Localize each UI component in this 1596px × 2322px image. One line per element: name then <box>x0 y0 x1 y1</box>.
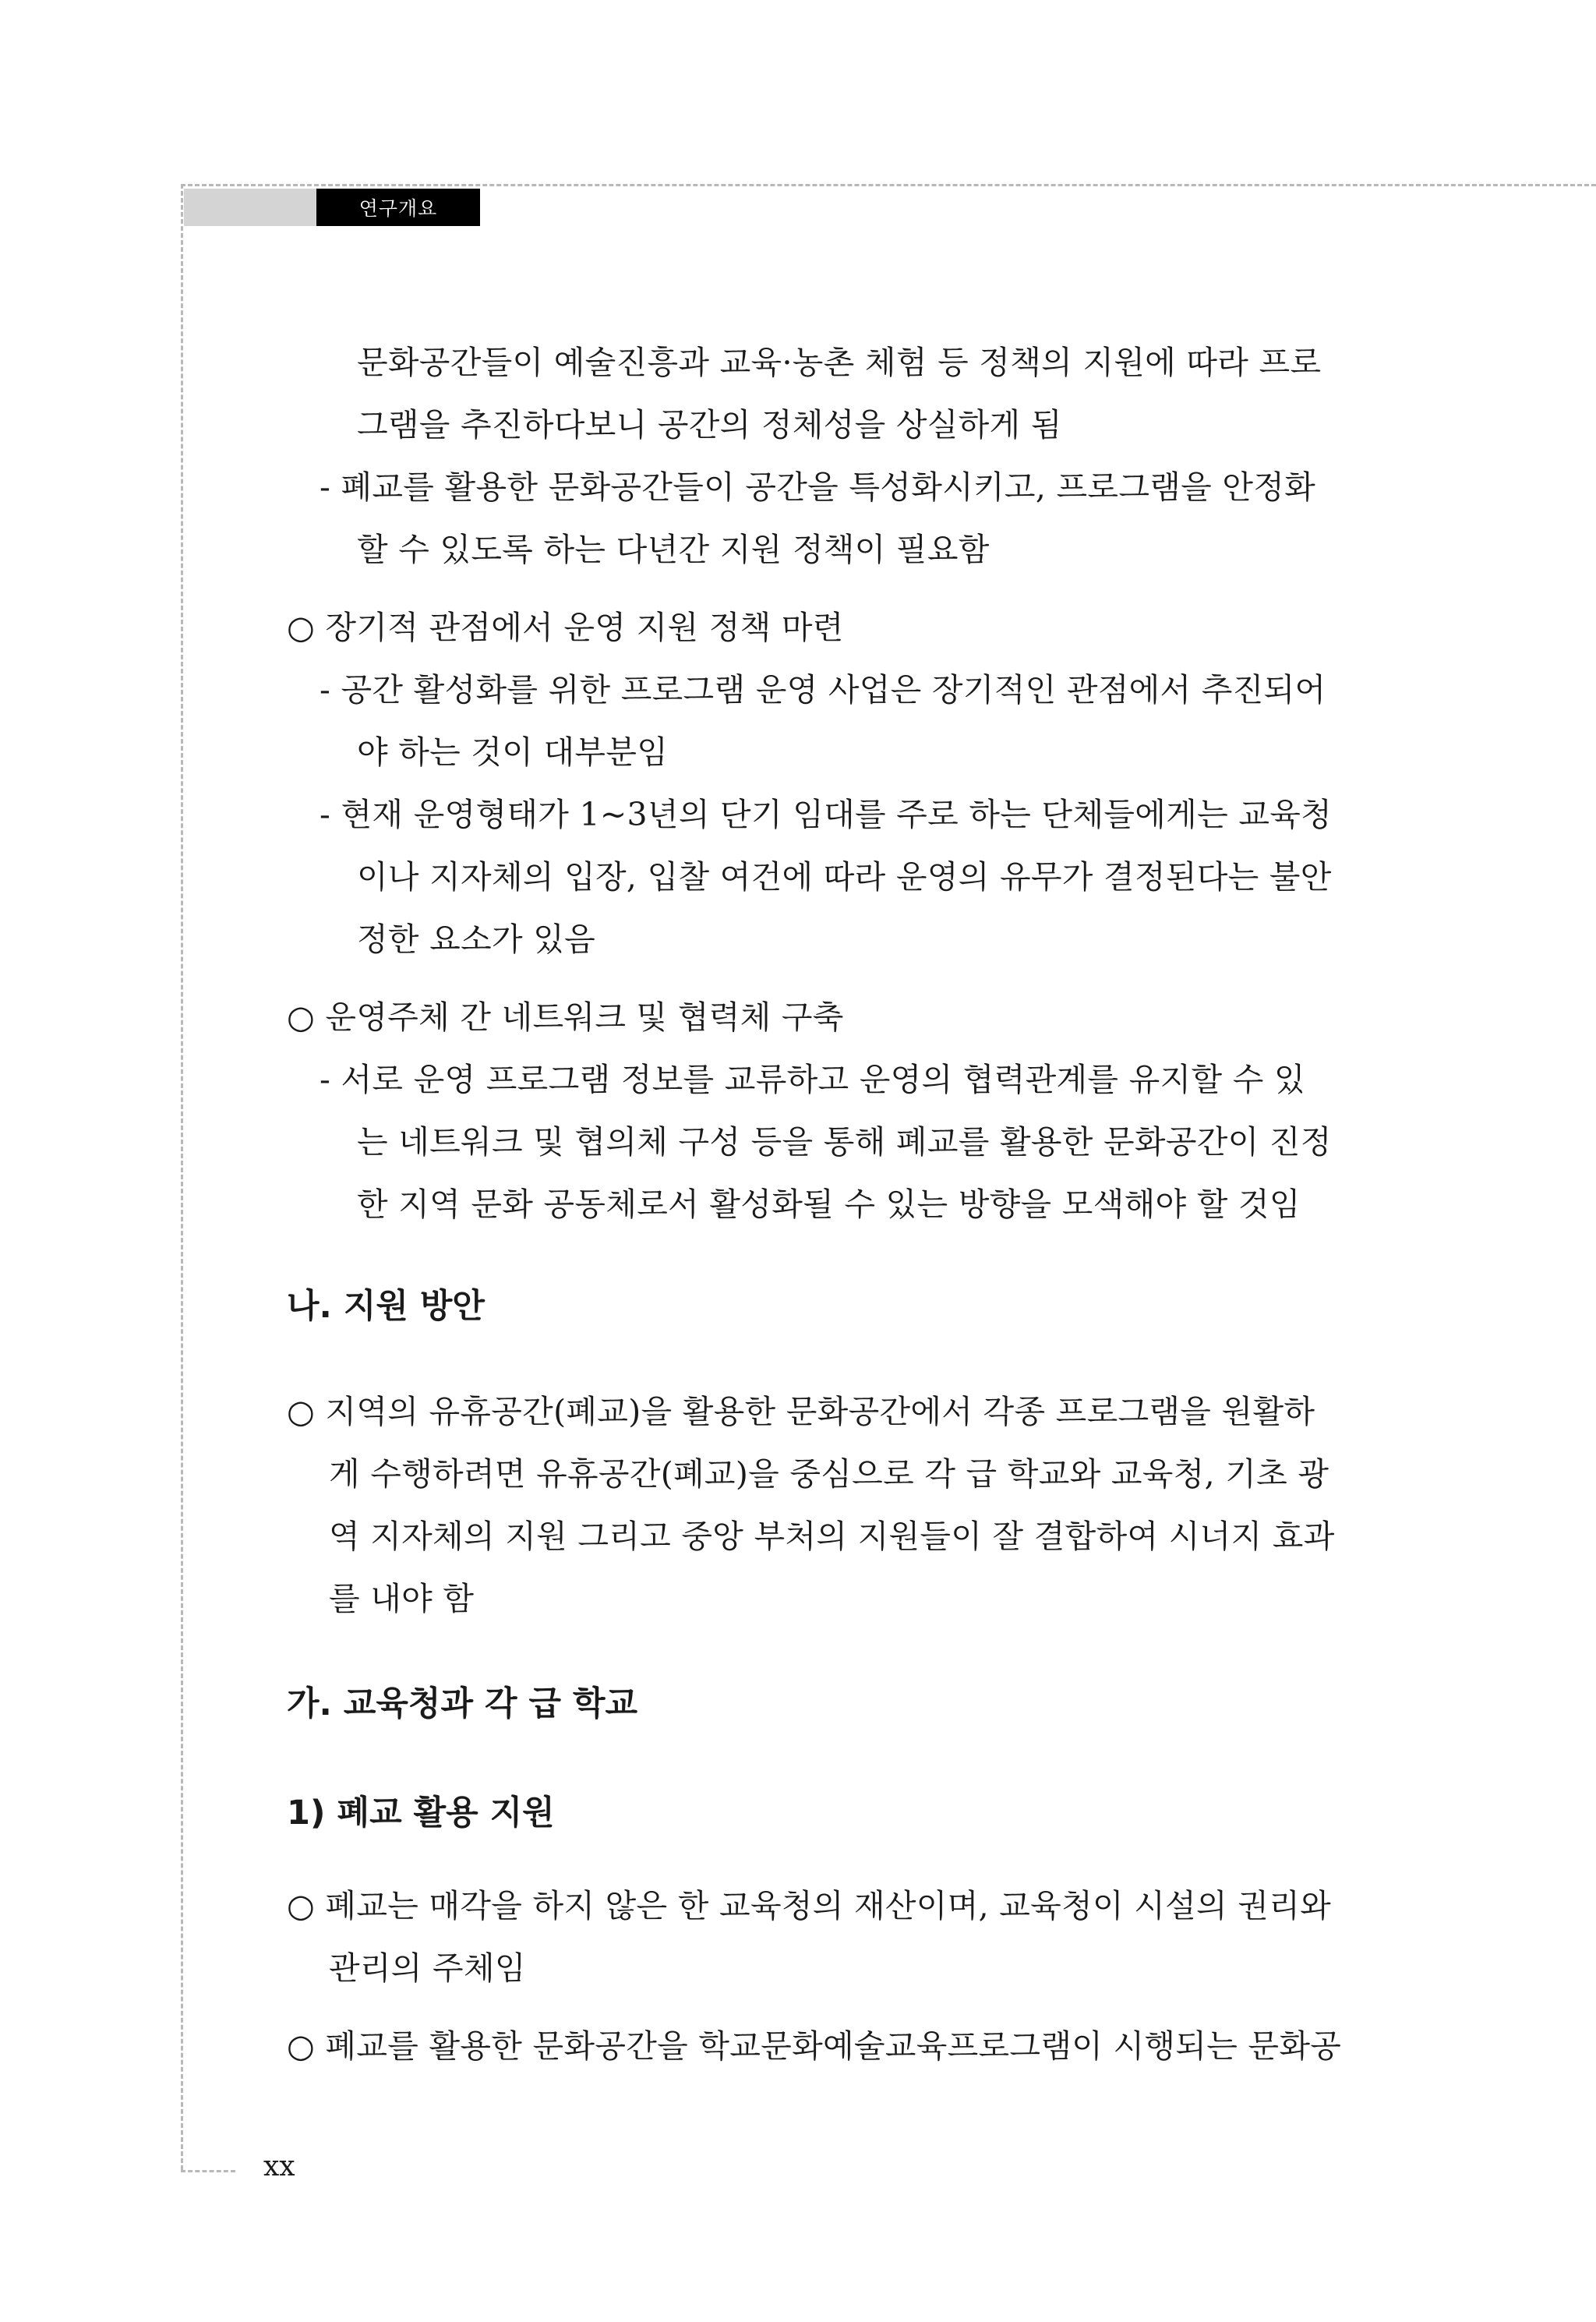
header-grey-bar <box>184 189 316 226</box>
body-line: 는 네트워크 및 협의체 구성 등을 통해 폐교를 활용한 문화공간이 진정 <box>357 1123 1332 1161</box>
bullet-item: ○ 폐교는 매각을 하지 않은 한 교육청의 재산이며, 교육청이 시설의 권리와 <box>287 1887 1332 1924</box>
body-line: 게 수행하려면 유휴공간(폐교)을 중심으로 각 급 학교와 교육청, 기초 광 <box>329 1455 1329 1493</box>
page-number: xx <box>263 2151 295 2182</box>
body-line: 를 내야 함 <box>329 1580 475 1617</box>
bullet-item: ○ 지역의 유휴공간(폐교)을 활용한 문화공간에서 각종 프로그램을 원활하 <box>287 1393 1315 1430</box>
section-label: 연구개요 <box>316 189 480 226</box>
body-line: 이나 지자체의 입장, 입찰 여건에 따라 운영의 유무가 결정된다는 불안 <box>357 858 1332 896</box>
body-line: 할 수 있도록 하는 다년간 지원 정책이 필요함 <box>357 531 990 568</box>
body-line: 관리의 주체임 <box>329 1949 526 1987</box>
section-heading: 가. 교육청과 각 급 학교 <box>287 1684 638 1723</box>
page-frame-bottom-border <box>181 2170 235 2172</box>
bullet-item: ○ 폐교를 활용한 문화공간을 학교문화예술교육프로그램이 시행되는 문화공 <box>287 2027 1342 2065</box>
section-heading: 나. 지원 방안 <box>287 1287 485 1326</box>
body-line: 한 지역 문화 공동체로서 활성화될 수 있는 방향을 모색해야 할 것임 <box>357 1186 1301 1223</box>
body-line: - 공간 활성화를 위한 프로그램 운영 사업은 장기적인 관점에서 추진되어 <box>320 671 1326 709</box>
body-line: 야 하는 것이 대부분임 <box>357 733 669 771</box>
bullet-item: ○ 장기적 관점에서 운영 지원 정책 마련 <box>287 609 844 646</box>
body-line: 정한 요소가 있음 <box>357 921 596 958</box>
body-line: - 폐교를 활용한 문화공간들이 공간을 특성화시키고, 프로그램을 안정화 <box>320 468 1316 506</box>
page-frame-left-border <box>181 184 183 2170</box>
subsection-heading: 1) 폐교 활용 지원 <box>287 1794 555 1833</box>
page-frame-top-border <box>181 184 1596 186</box>
body-line: 문화공간들이 예술진흥과 교육·농촌 체험 등 정책의 지원에 따라 프로 <box>357 344 1322 381</box>
body-line: 역 지자체의 지원 그리고 중앙 부처의 지원들이 잘 결합하여 시너지 효과 <box>329 1518 1335 1555</box>
body-line: - 서로 운영 프로그램 정보를 교류하고 운영의 협력관계를 유지할 수 있 <box>320 1061 1305 1098</box>
body-line: 그램을 추진하다보니 공간의 정체성을 상실하게 됨 <box>357 406 1062 444</box>
body-line: - 현재 운영형태가 1~3년의 단기 임대를 주로 하는 단체들에게는 교육청 <box>320 796 1333 833</box>
bullet-item: ○ 운영주체 간 네트워크 및 협력체 구축 <box>287 998 844 1036</box>
